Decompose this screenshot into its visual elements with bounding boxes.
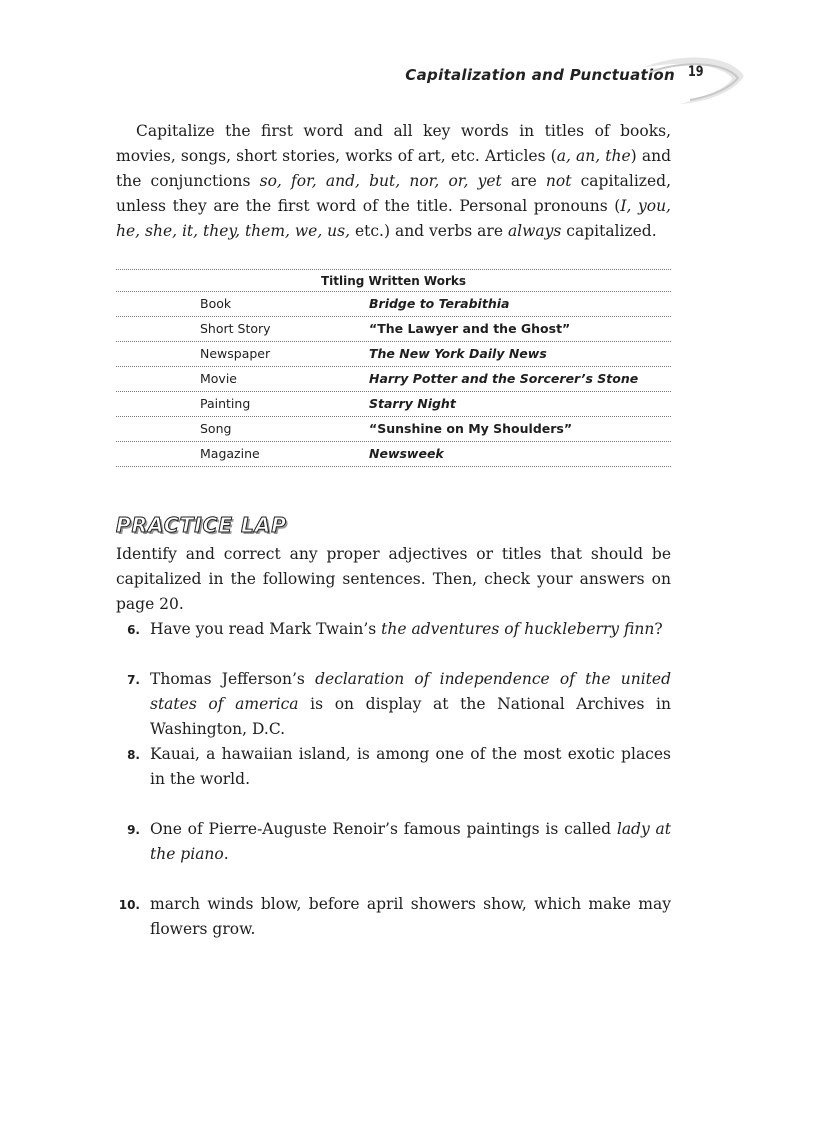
table-cell-example: “The Lawyer and the Ghost”	[369, 321, 571, 336]
table-cell-example: Harry Potter and the Sorcerer’s Stone	[369, 371, 639, 386]
question-number: 9.	[127, 823, 140, 837]
table-cell-type: Movie	[200, 371, 237, 386]
question-text: Thomas Jefferson’s declaration of independence of the united states of america is on display at the National Archives in Washington, D.C.	[150, 670, 672, 738]
table-row	[116, 417, 671, 442]
table-row	[116, 292, 671, 317]
question-number: 7.	[127, 673, 140, 687]
table-row	[116, 317, 671, 342]
table-cell-example: Bridge to Terabithia	[369, 296, 510, 311]
table-row	[116, 367, 671, 392]
question-item	[116, 667, 671, 742]
table-row	[116, 342, 671, 367]
table-cell-type: Short Story	[200, 321, 271, 336]
table-cell-type: Song	[200, 421, 232, 436]
table-cell-example: The New York Daily News	[369, 346, 547, 361]
table-cell-type: Painting	[200, 396, 251, 411]
question-text: Have you read Mark Twain’s the adventures of huckleberry finn?	[150, 620, 663, 638]
table-row	[116, 392, 671, 417]
table-row	[116, 442, 671, 467]
table-cell-type: Book	[200, 296, 232, 311]
table-cell-example: “Sunshine on My Shoulders”	[369, 421, 573, 436]
intro-paragraph: Capitalize the first word and all key words in titles of books, movies, songs, short stories, works of art, etc. Articles (a, an, the) and the conjunctions so, for, and, but, nor, or, yet are not capitalized, unless they are the first word of the title. Personal pronouns (I, you, he, she, it, they, them, we, us, etc.) and verbs are always capitalized.	[116, 122, 671, 240]
question-number: 10.	[118, 898, 140, 912]
practice-instructions: Identify and correct any proper adjectives or titles that should be capitalized in the following sentences. Then, check your answers on page 20.	[116, 545, 671, 613]
question-item	[116, 817, 671, 867]
table-cell-example: Starry Night	[369, 396, 456, 411]
header-swoosh-decoration	[640, 50, 750, 110]
question-item	[116, 892, 671, 942]
question-text: Kauai, a hawaiian island, is among one of the most exotic places in the world.	[150, 745, 671, 788]
table-cell-type: Newspaper	[200, 346, 271, 361]
question-text: One of Pierre-Auguste Renoir’s famous paintings is called lady at the piano.	[150, 820, 671, 863]
question-number: 8.	[127, 748, 140, 762]
table-cell-type: Magazine	[200, 446, 260, 461]
question-number: 6.	[127, 623, 140, 637]
question-item	[116, 617, 671, 642]
page-number: 19	[687, 64, 704, 80]
titling-works-table	[116, 269, 671, 467]
table-title: Titling Written Works	[116, 270, 671, 292]
question-text: march winds blow, before april showers show, which make may flowers grow.	[150, 895, 671, 938]
table-cell-example: Newsweek	[369, 446, 444, 461]
running-header-title: Capitalization and Punctuation	[405, 66, 675, 84]
question-item	[116, 742, 671, 792]
practice-lap-heading: PRACTICE LAP	[116, 513, 287, 537]
